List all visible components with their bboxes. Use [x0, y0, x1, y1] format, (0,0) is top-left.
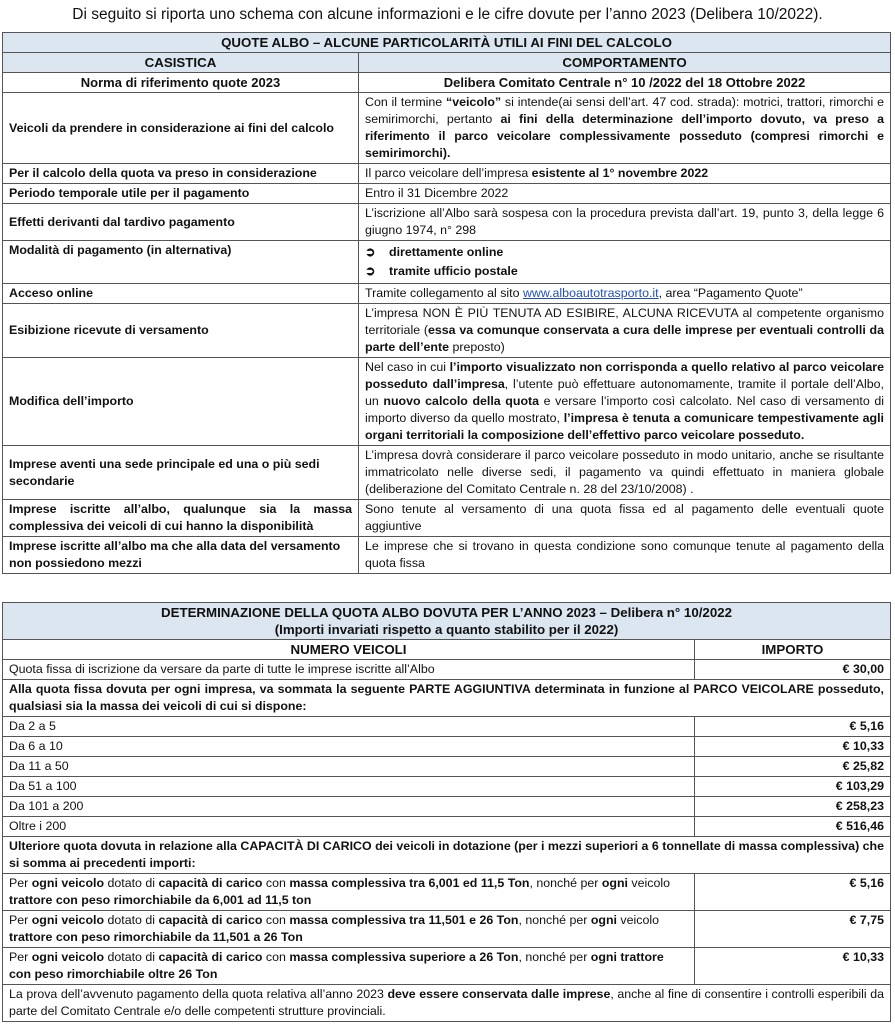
sedi-label: Imprese aventi una sede principale ed una o più sedi secondarie: [3, 446, 359, 500]
quota-fissa-value: € 30,00: [695, 660, 891, 680]
table-row: [3, 874, 891, 911]
esibizione-value: L’impresa NON È PIÙ TENUTA AD ESIBIRE, ALCUNA RICEVUTA al competente organismo territoriale (essa va comunque conservata a cura delle imprese per eventuali controlli da parte dell’ente preposto): [359, 304, 891, 358]
sedi-value: L’impresa dovrà considerare il parco veicolare posseduto in modo unitario, anche se risultante immatricolato nelle diverse sedi, il pagamento va quindi effettuato in maniera globale (deliberazione del Comitato Centrale n. 28 del 23/10/2008) .: [359, 446, 891, 500]
table-row: [3, 817, 891, 837]
capacity-label: Per ogni veicolo dotato di capacità di carico con massa complessiva tra 6,001 ed 11,5 Ton, nonché per ogni veicolo trattore con peso rimorchiabile da 6,001 ad 11,5 ton: [3, 874, 695, 911]
nomezzi-label: Imprese iscritte all’albo ma che alla data del versamento non possiedono mezzi: [3, 537, 359, 574]
col-comportamento: COMPORTAMENTO: [359, 53, 891, 73]
tier-label: Da 2 a 5: [3, 717, 695, 737]
table-row: [3, 948, 891, 985]
modifica-value: Nel caso in cui l’importo visualizzato non corrisponda a quello relativo al parco veicolare posseduto dall’impresa, l’utente può effettuare autonomamente, tramite il portale dell’Albo, un nuovo calcolo della quota e versare l’importo così calcolato. Nel caso di versamento di importo diverso da quello mostrato, l’impresa è tenuta a comunicare tempestivamente agli organi territoriali la composizione dell’effettivo parco veicolare posseduto.: [359, 358, 891, 446]
col-numero-veicoli: NUMERO VEICOLI: [3, 640, 695, 660]
capacity-label: Per ogni veicolo dotato di capacità di carico con massa complessiva tra 11,501 e 26 Ton, nonché per ogni veicolo trattore con peso rimorchiabile da 11,501 a 26 Ton: [3, 911, 695, 948]
intro-text: Di seguito si riporta uno schema con alcune informazioni e le cifre dovute per l’anno 2023 (Delibera 10/2022).: [72, 6, 823, 23]
calcolo-value: Il parco veicolare dell’impresa esistente al 1° novembre 2022: [359, 164, 891, 184]
quote-particularities-table: [2, 32, 891, 574]
tier-value: € 5,16: [695, 717, 891, 737]
tier-label: Da 101 a 200: [3, 797, 695, 817]
table-row: [3, 717, 891, 737]
tier-value: € 103,29: [695, 777, 891, 797]
aggiuntiva-note: Alla quota fissa dovuta per ogni impresa, va sommata la seguente PARTE AGGIUNTIVA determinata in funzione al PARCO VEICOLARE posseduto, qualsiasi sia la massa dei veicoli di cui si dispone:: [3, 680, 891, 717]
tier-value: € 25,82: [695, 757, 891, 777]
col-casistica: CASISTICA: [3, 53, 359, 73]
nomezzi-value: Le imprese che si trovano in questa condizione sono comunque tenute al pagamento della quota fissa: [359, 537, 891, 574]
table-row: [3, 737, 891, 757]
norma-value: Delibera Comitato Centrale n° 10 /2022 del 18 Ottobre 2022: [359, 73, 891, 93]
effetti-value: L’iscrizione all’Albo sarà sospesa con la procedura prevista dall’art. 19, punto 3, della legge 6 giugno 1974, n° 298: [359, 204, 891, 241]
veicoli-label: Veicoli da prendere in considerazione ai fini del calcolo: [3, 93, 359, 164]
iscritte-value: Sono tenute al versamento di una quota fissa ed al pagamento delle eventuali quote aggiuntive: [359, 500, 891, 537]
quota-determination-table: [2, 602, 891, 1022]
modalita-value: [359, 241, 891, 284]
table-row: [3, 757, 891, 777]
table-row: [3, 797, 891, 817]
table1-title: QUOTE ALBO – ALCUNE PARTICOLARITÀ UTILI AI FINI DEL CALCOLO: [3, 33, 891, 53]
table2-title: DETERMINAZIONE DELLA QUOTA ALBO DOVUTA PER L’ANNO 2023 – Delibera n° 10/2022 (Importi invariati rispetto a quanto stabilito per il 2022): [3, 603, 891, 640]
albo-website-link[interactable]: www.alboautotrasporto.it: [522, 286, 659, 300]
periodo-label: Periodo temporale utile per il pagamento: [3, 184, 359, 204]
footer-note: La prova dell’avvenuto pagamento della quota relativa all’anno 2023 deve essere conservata dalle imprese, anche al fine di consentire i controlli esperibili da parte del Comitato Centrale e/o delle competenti strutture provinciali.: [3, 985, 891, 1022]
table-row: [3, 911, 891, 948]
capacity-value: € 7,75: [695, 911, 891, 948]
arrow-icon: ➲: [365, 264, 376, 278]
iscritte-label: Imprese iscritte all’albo, qualunque sia la massa complessiva dei veicoli di cui hanno la disponibilità: [3, 500, 359, 537]
tier-value: € 10,33: [695, 737, 891, 757]
modalita-option-online: direttamente online: [389, 245, 504, 259]
capacity-label: Per ogni veicolo dotato di capacità di carico con massa complessiva superiore a 26 Ton, nonché per ogni trattore con peso rimorchiabile oltre 26 Ton: [3, 948, 695, 985]
tier-label: Da 11 a 50: [3, 757, 695, 777]
arrow-icon: ➲: [365, 245, 376, 259]
accesso-value: Tramite collegamento al sito www.alboautotrasporto.it, area “Pagamento Quote”: [359, 284, 891, 304]
veicoli-value: Con il termine “veicolo” si intende(ai sensi dell’art. 47 cod. strada): motrici, trattori, rimorchi e semirimorchi, pertanto ai fini della determinazione dell’importo dovuto, va preso a riferimento il parco veicolare complessivamente posseduto (compresi rimorchi e semirimorchi).: [359, 93, 891, 164]
tier-label: Da 6 a 10: [3, 737, 695, 757]
modifica-label: Modifica dell’importo: [3, 358, 359, 446]
capacity-value: € 5,16: [695, 874, 891, 911]
tier-value: € 516,46: [695, 817, 891, 837]
quota-fissa-label: Quota fissa di iscrizione da versare da parte di tutte le imprese iscritte all’Albo: [3, 660, 695, 680]
tier-value: € 258,23: [695, 797, 891, 817]
esibizione-label: Esibizione ricevute di versamento: [3, 304, 359, 358]
periodo-value: Entro il 31 Dicembre 2022: [359, 184, 891, 204]
col-importo: IMPORTO: [695, 640, 891, 660]
capacita-note: Ulteriore quota dovuta in relazione alla CAPACITÀ DI CARICO dei veicoli in dotazione (per i mezzi superiori a 6 tonnellate di massa complessiva) che si somma ai precedenti importi:: [3, 837, 891, 874]
capacity-value: € 10,33: [695, 948, 891, 985]
norma-label: Norma di riferimento quote 2023: [3, 73, 359, 93]
calcolo-label: Per il calcolo della quota va preso in considerazione: [3, 164, 359, 184]
table-row: [3, 777, 891, 797]
modalita-option-postale: tramite ufficio postale: [389, 264, 518, 278]
modalita-label: Modalità di pagamento (in alternativa): [3, 241, 359, 284]
accesso-label: Acceso online: [3, 284, 359, 304]
tier-label: Da 51 a 100: [3, 777, 695, 797]
tier-label: Oltre i 200: [3, 817, 695, 837]
effetti-label: Effetti derivanti dal tardivo pagamento: [3, 204, 359, 241]
